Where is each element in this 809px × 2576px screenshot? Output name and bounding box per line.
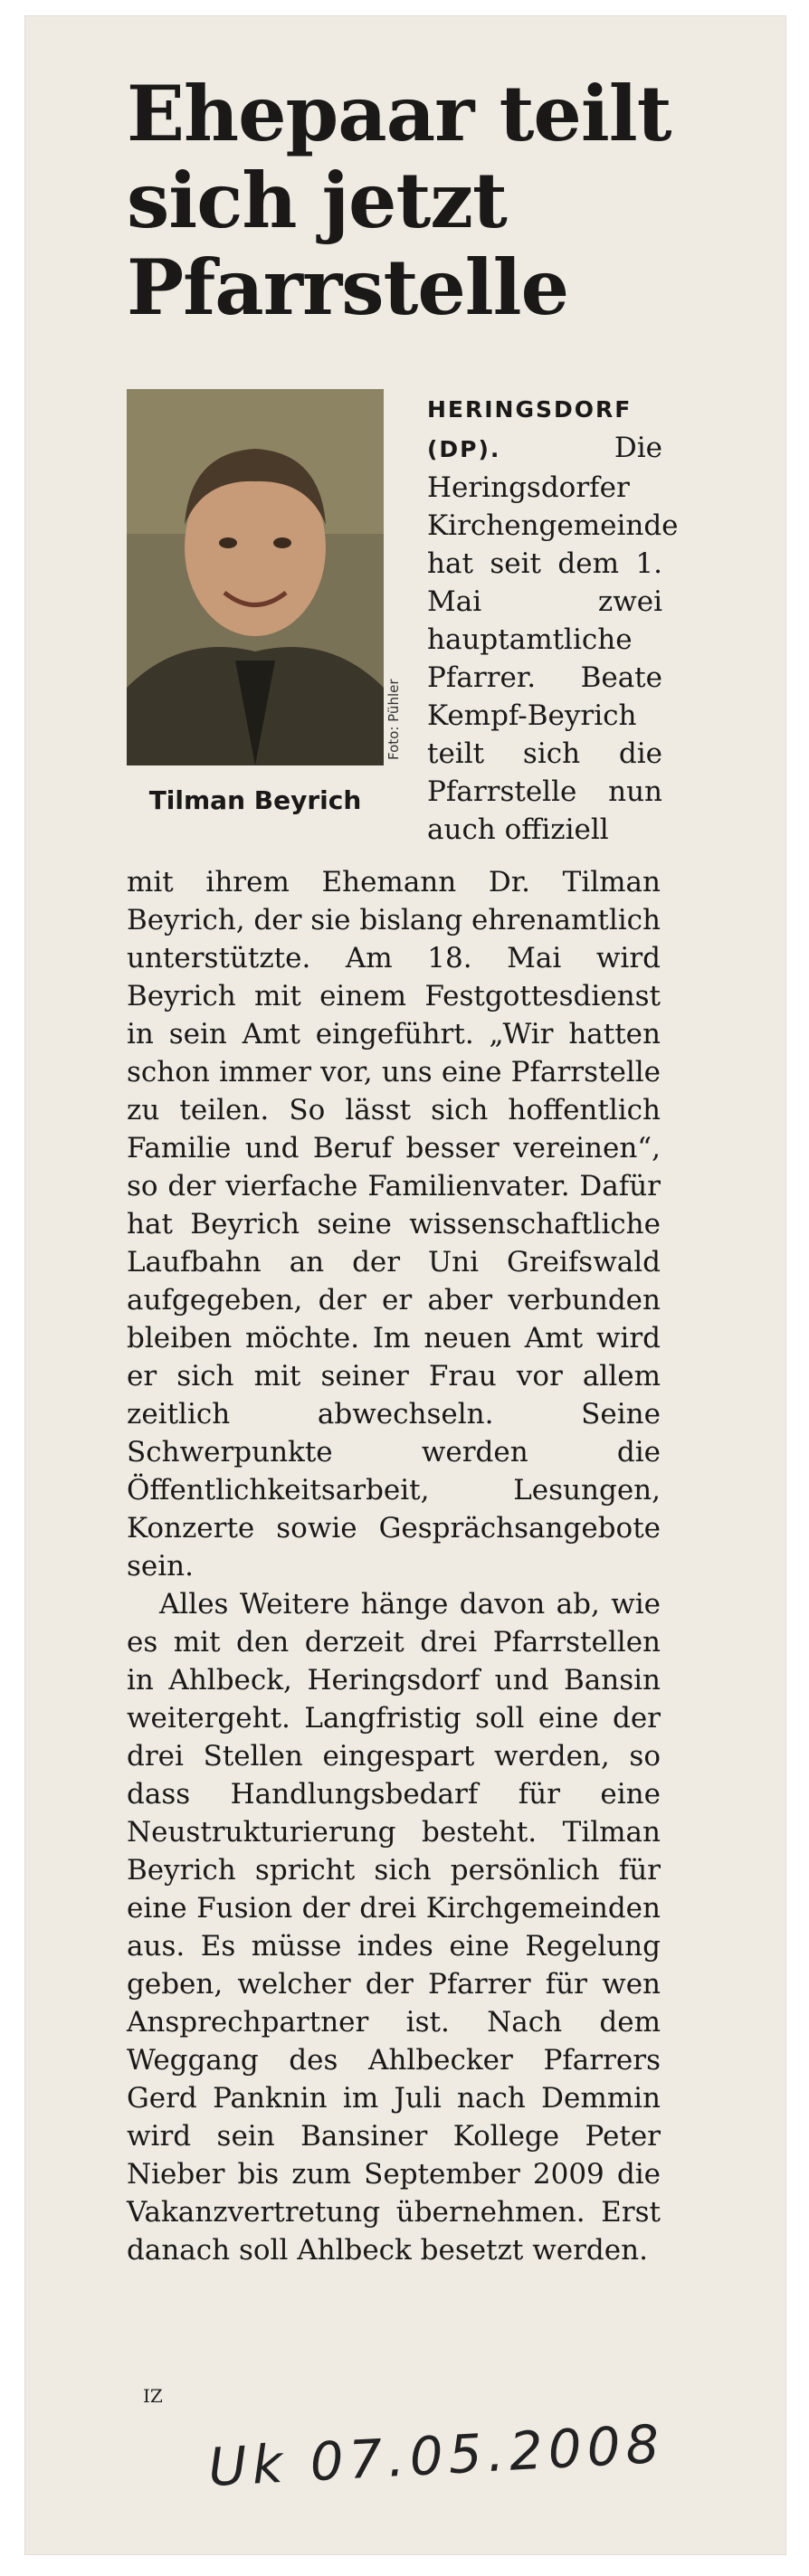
portrait-photo bbox=[127, 389, 384, 765]
article-headline: Ehepaar teilt sich jetzt Pfarrstelle bbox=[127, 69, 671, 332]
article-lead bbox=[427, 389, 679, 849]
body-paragraph: Alles Weitere hänge davon ab, wie es mit den derzeit drei Pfarrstellen in Ahlbeck, Heringsdorf und Bansin weitergeht. Langfristig soll eine der drei Stellen eingespart werden, so dass Handlungsbedarf für eine Neustrukturierung besteht. Tilman Beyrich spricht sich persönlich für eine Fusion der drei Kirchgemeinden aus. Es müsse indes eine Regelung geben, welcher der Pfarrer für wen Ansprechpartner ist. Nach dem Weggang des Ahlbecker Pfarrers Gerd Panknin im Juli nach Demmin wird sein Bansiner Kollege Peter Nieber bis zum September 2009 die Vakanzvertretung übernehmen. Erst danach soll Ahlbeck besetzt werden. bbox=[127, 1588, 661, 2267]
body-paragraph: mit ihrem Ehemann Dr. Tilman Beyrich, der sie bislang ehrenamtlich unterstützte. Am 18. Mai wird Beyrich mit einem Festgottesdienst in sein Amt eingeführt. „Wir hatten schon immer vor, uns eine Pfarrstelle zu teilen. So lässt sich hoffentlich Familie und Beruf besser vereinen“, so der vierfache Familienvater. Dafür hat Beyrich seine wissenschaftliche Laufbahn an der Uni Greifswald aufgegeben, der er aber verbunden bleiben möchte. Im neuen Amt wird er sich mit seiner Frau vor allem zeitlich abwechseln. Seine Schwerpunkte werden die Öffentlichkeitsarbeit, Lesungen, Konzerte sowie Gesprächsangebote sein. bbox=[127, 866, 661, 1583]
article-body bbox=[127, 863, 661, 2269]
handwritten-date-note: Uk 07.05.2008 bbox=[206, 2412, 666, 2499]
lead-text: Die Heringsdorfer Kirchengemeinde hat seit dem 1. Mai zwei hauptamtliche Pfarrer. Beate Kempf-Beyrich teilt sich die Pfarrstelle nun auch offiziell bbox=[427, 432, 679, 846]
photo-caption: Tilman Beyrich bbox=[148, 785, 362, 815]
photo-credit: Foto: Pühler bbox=[385, 679, 402, 760]
dateline: HERINGSDORF (DP). bbox=[427, 396, 633, 462]
author-initials: IZ bbox=[143, 2385, 163, 2407]
